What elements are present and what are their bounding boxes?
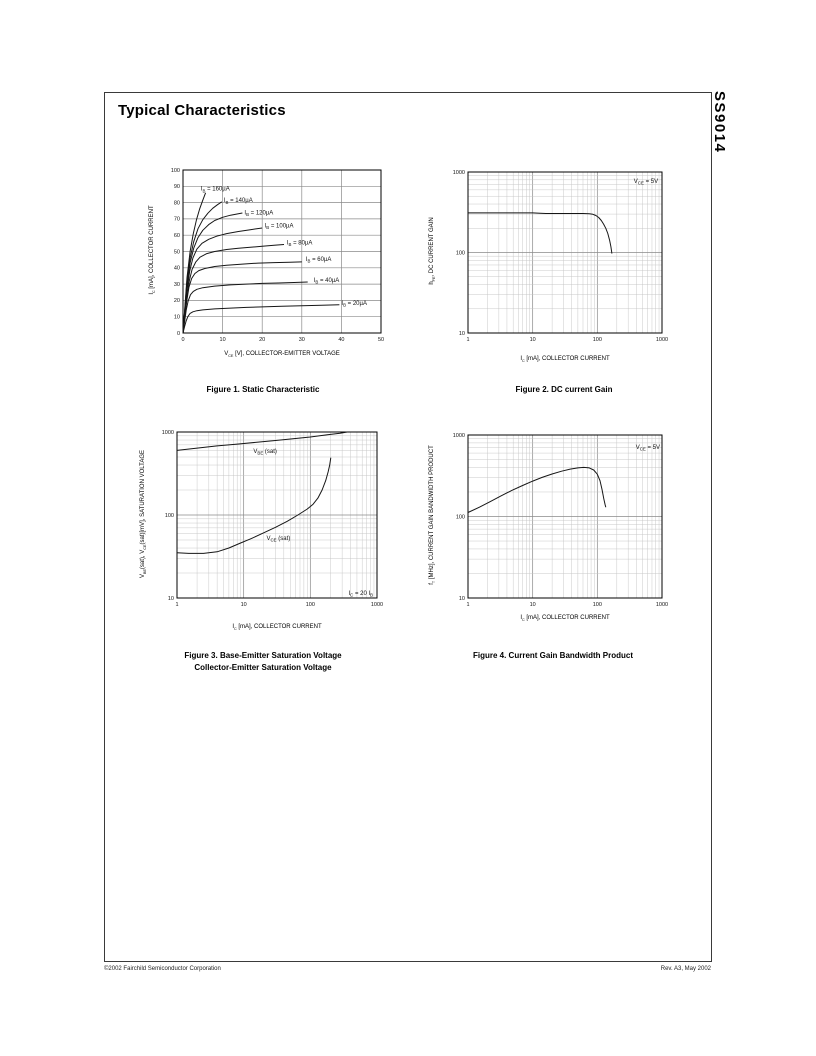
curve-annotation: $I_B = 60\mu A$ <box>305 256 332 264</box>
curve-annotation: $V_{CE} = 5V$ <box>633 179 659 186</box>
figure1-caption: Figure 1. Static Characteristic <box>206 385 320 394</box>
y-tick-label: 100 <box>170 167 180 174</box>
series-VCE-sat- <box>177 458 331 554</box>
curve-annotation: $V_{CE}$ (sat) <box>266 535 291 543</box>
x-tick-label: 1000 <box>655 602 669 608</box>
y-tick-label: 20 <box>173 298 180 305</box>
figure3-y-axis-label: $V_{BE}(sat)$, $V_{CE}(sat)[mV]$, SATURATION VOLTAGE <box>140 449 148 579</box>
figure2-y-axis-label: $h_{FE}$, DC CURRENT GAIN <box>429 217 437 285</box>
x-tick-label: 1000 <box>370 602 384 608</box>
figure4-caption: Figure 4. Current Gain Bandwidth Product <box>472 651 633 660</box>
figure1-y-axis-label: $I_C$ [mA], COLLECTOR CURRENT <box>149 205 157 295</box>
x-tick-label: 40 <box>338 337 345 343</box>
y-tick-label: 10 <box>458 330 465 337</box>
series-IB-60uA <box>183 262 302 333</box>
y-tick-label: 1000 <box>452 169 465 176</box>
x-tick-label: 10 <box>219 337 226 343</box>
series-IB-20uA <box>183 305 339 333</box>
y-tick-label: 70 <box>173 216 180 223</box>
page-title: Typical Characteristics <box>118 102 286 119</box>
x-tick-label: 10 <box>240 602 247 608</box>
x-tick-label: 10 <box>529 602 536 608</box>
curve-annotation: $V_{BE}$ (sat) <box>253 449 277 456</box>
y-tick-label: 90 <box>173 184 180 191</box>
curve-annotation: $I_B = 20\mu A$ <box>341 300 367 308</box>
figure3-caption-line1: Figure 3. Base-Emitter Saturation Voltage <box>184 651 342 660</box>
footer-revision: Rev. A3, May 2002 <box>660 966 711 972</box>
x-tick-label: 1 <box>175 602 179 608</box>
y-tick-label: 100 <box>164 512 174 519</box>
figure3-caption-line2: Collector-Emitter Saturation Voltage <box>194 662 332 672</box>
figure1-chart <box>163 162 393 347</box>
figure1-x-axis-label: $V_{CE}$ [V], COLLECTOR-EMITTER VOLTAGE <box>224 351 340 359</box>
footer-copyright: ©2002 Fairchild Semiconductor Corporation <box>104 966 221 972</box>
figure4-y-axis-label: $f_T$ [MHz], CURRENT GAIN BANDWIDTH PRODUCT <box>429 445 437 585</box>
x-tick-label: 30 <box>298 337 305 343</box>
figure3-chart <box>157 424 389 612</box>
y-tick-label: 60 <box>173 233 180 239</box>
figure4-chart <box>448 427 674 612</box>
curve-annotation: $V_{CE} = 5V$ <box>635 445 660 452</box>
x-tick-label: 0 <box>181 337 185 343</box>
x-tick-label: 20 <box>259 337 266 343</box>
y-tick-label: 100 <box>455 250 465 257</box>
figure3-caption <box>143 650 383 673</box>
series-VBE-sat- <box>177 432 347 450</box>
x-tick-label: 1000 <box>655 337 669 343</box>
curve-annotation: $I_C = 20$ $I_B$ <box>348 591 374 598</box>
series-fT <box>468 467 606 512</box>
y-tick-label: 1000 <box>161 429 174 436</box>
y-tick-label: 1000 <box>452 432 465 439</box>
y-tick-label: 0 <box>176 330 180 337</box>
figure2-x-axis-label: $I_C$ [mA], COLLECTOR CURRENT <box>520 356 610 364</box>
figure2-chart <box>448 164 674 347</box>
x-tick-label: 10 <box>529 337 536 343</box>
x-tick-label: 50 <box>377 337 385 343</box>
y-tick-label: 10 <box>173 314 180 321</box>
series-IB-140uA <box>183 202 222 333</box>
curve-annotation: $I_B = 120\mu A$ <box>244 210 274 217</box>
y-tick-label: 80 <box>173 200 180 207</box>
y-tick-label: 100 <box>455 514 465 521</box>
curve-annotation: $I_B = 40\mu A$ <box>313 278 340 285</box>
curve-annotation: $I_B = 160\mu A$ <box>200 186 230 194</box>
x-tick-label: 1 <box>466 602 470 608</box>
figure3-x-axis-label: $I_C$ [mA], COLLECTOR CURRENT <box>232 624 322 632</box>
figure2-caption: Figure 2. DC current Gain <box>515 385 613 394</box>
curve-annotation: $I_B = 80\mu A$ <box>286 240 313 248</box>
figure4-x-axis-label: $I_C$ [mA], COLLECTOR CURRENT <box>520 615 610 623</box>
y-tick-label: 50 <box>173 249 180 256</box>
x-tick-label: 1 <box>466 337 470 343</box>
series-hFE <box>468 213 612 254</box>
y-tick-label: 40 <box>173 265 180 272</box>
part-number-label: SS9014 <box>711 91 728 154</box>
series-IB-120uA <box>183 213 242 333</box>
curve-annotation: $I_B = 140\mu A$ <box>223 198 253 205</box>
y-tick-label: 10 <box>167 595 174 602</box>
x-tick-label: 100 <box>305 602 315 608</box>
x-tick-label: 100 <box>592 602 602 608</box>
y-tick-label: 10 <box>458 595 465 602</box>
x-tick-label: 100 <box>592 337 602 343</box>
curve-annotation: $I_B = 100\mu A$ <box>264 223 294 230</box>
y-tick-label: 30 <box>173 281 180 288</box>
